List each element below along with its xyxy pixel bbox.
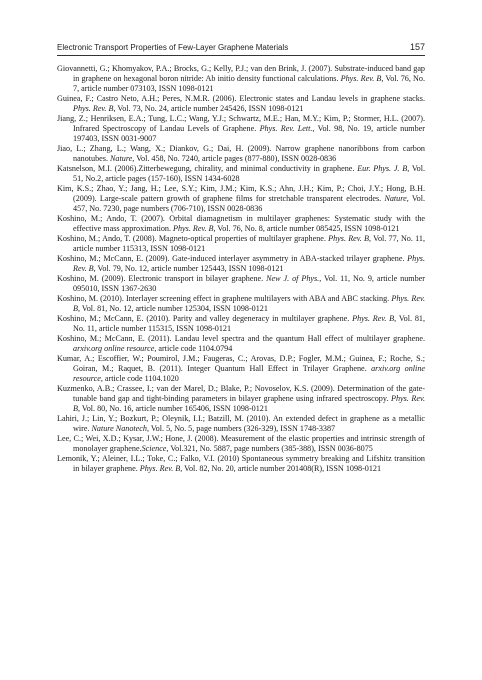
reference-journal: Nature [384, 194, 407, 203]
reference-details: , Vol. 458, No. 7240, article pages (877-880), ISSN 0028-0836 [132, 154, 337, 163]
reference-entry [57, 274, 425, 294]
reference-entry [57, 334, 425, 354]
reference-entry [57, 234, 425, 254]
reference-text: Kim, K.S.; Zhao, Y.; Jang, H.; Lee, S.Y.; Kim, J.M.; Kim, K.S.; Ahn, J.H.; Kim, P.; Choi, J.Y.; Hong, B.H. (2009). Large-scale pattern growth of graphene films for stretchable transparent electrodes. [57, 184, 425, 203]
reference-journal: Phys. Rev. B [73, 254, 425, 273]
reference-details: , Vol. 77, No. 11, article number 115313, ISSN 1098-0121 [73, 234, 425, 253]
reference-text: Guinea, F.; Castro Neto, A.H.; Peres, N.M.R. (2006). Electronic states and Landau levels in graphene stacks. [57, 94, 425, 103]
reference-text: Koshino, M.; McCann, E. (2011). Landau level spectra and the quantum Hall effect of multilayer graphene. [57, 334, 425, 343]
reference-text: Kumar, A.; Escoffier, W.; Poumirol, J.M.; Faugeras, C.; Arovas, D.P.; Fogler, M.M.; Guinea, F.; Roche, S.; Goiran, M.; Raquet, B. (2011). Integer Quantum Hall Effect in Trilayer Graphene. [57, 354, 425, 373]
running-header [57, 42, 425, 56]
reference-journal: Nature [110, 154, 133, 163]
reference-details: , Vol. 80, No. 16, article number 165406, ISSN 1098-0121 [77, 404, 268, 413]
reference-text: Lee, C.; Wei, X.D.; Kysar, J.W.; Hone, J. (2008). Measurement of the elastic properties and intrinsic strength of monolayer graphene. [57, 434, 425, 453]
reference-list [57, 64, 425, 474]
reference-entry [57, 294, 425, 314]
reference-text: Koshino, M.; Ando, T. (2008). Magneto-optical properties of multilayer graphene. [57, 234, 329, 243]
reference-entry [57, 254, 425, 274]
reference-journal: Phys. Rev. B [139, 464, 181, 473]
reference-text: Jiao, L.; Zhang, L.; Wang, X.; Diankov, G.; Dai, H. (2009). Narrow graphene nanoribbons from carbon nanotubes. [57, 144, 425, 163]
reference-text: Koshino, M. (2009). Electronic transport in bilayer graphene. [57, 274, 267, 283]
reference-text: Kuzmenko, A.B.; Crassee, I.; van der Marel, D.; Blake, P.; Novoselov, K.S. (2009). Determination of the gate-tunable band gap and tight-binding parameters in bilayer graphene using infrared spectroscopy. [57, 384, 425, 403]
reference-journal: Phys. Rev. B [340, 74, 382, 83]
reference-journal: Phys. Rev. B [73, 394, 425, 413]
reference-details: , Vol. 79, No. 12, article number 125443, ISSN 1098-0121 [93, 264, 284, 273]
reference-entry [57, 384, 425, 414]
reference-details: , Vol. 81, No. 12, article number 125304, ISSN 1098-0121 [77, 304, 268, 313]
reference-text: Katsnelson, M.I. (2006).Zitterbewegung, chirality, and minimal conductivity in graphene. [57, 164, 358, 173]
reference-journal: Phys. Rev. B [328, 234, 370, 243]
reference-entry [57, 214, 425, 234]
reference-entry [57, 164, 425, 184]
reference-entry [57, 354, 425, 384]
reference-journal: Phys. Rev. B [173, 224, 214, 233]
reference-entry [57, 414, 425, 434]
reference-details: , Vol. 76, No. 8, article number 085425, ISSN 1098-0121 [213, 224, 400, 233]
reference-details: , Vol. 76, No. 7, article number 073103, ISSN 1098-0121 [73, 74, 425, 93]
reference-details: , Vol. 82, No. 20, article number 201408(R), ISSN 1098-0121 [180, 464, 382, 473]
reference-entry [57, 114, 425, 144]
reference-journal: Eur. Phys. J. B [357, 164, 408, 173]
reference-details: , Vol. 457, No. 7230, page numbers (706-710), ISSN 0028-0836 [73, 194, 425, 213]
reference-entry [57, 454, 425, 474]
reference-journal: arxiv.org online resource [73, 364, 425, 383]
reference-details: , Vol. 51, No.2, article pages (157-160), ISSN 1434-6028 [73, 164, 425, 183]
reference-journal: Phys. Rev. B [352, 314, 395, 323]
reference-entry [57, 94, 425, 114]
reference-journal: Science [141, 444, 167, 453]
reference-details: , Vol. 81, No. 11, article number 115315, ISSN 1098-0121 [73, 314, 425, 333]
reference-text: Koshino, M.; McCann, E. (2009). Gate-induced interlayer asymmetry in ABA-stacked trilayer graphene. [57, 254, 408, 263]
reference-journal: arxiv.org online resource [73, 344, 155, 353]
reference-entry [57, 144, 425, 164]
reference-journal: Phys. Rev. Lett. [259, 124, 313, 133]
reference-entry [57, 184, 425, 214]
running-title: Electronic Transport Properties of Few-Layer Graphene Materials [57, 43, 289, 52]
reference-entry [57, 434, 425, 454]
reference-details: , Vol. 73, No. 24, article number 245426, ISSN 1098-0121 [113, 104, 304, 113]
reference-details: , Vol. 98, No. 19, article number 197403, ISSN 0031-9007 [73, 124, 425, 143]
reference-entry [57, 64, 425, 94]
reference-journal: Phys. Rev. B [73, 104, 114, 113]
reference-text: Lemonik, Y.; Aleiner, I.L.; Toke, C.; Falko, V.I. (2010) Spontaneous symmetry breaking and Lifshitz transition in bilayer graphene. [57, 454, 425, 473]
reference-details: , Vol. 5, No. 5, page numbers (326-329), ISSN 1748-3387 [146, 424, 336, 433]
reference-details: , Vol. 11, No. 9, article number 095010, ISSN 1367-2630 [73, 274, 425, 293]
reference-details: , Vol.321, No. 5887, page numbers (385-388), ISSN 0036-8075 [166, 444, 373, 453]
reference-details: , article code 1104.0794 [154, 344, 233, 353]
reference-text: Koshino, M.; McCann, E. (2010). Parity and valley degeneracy in multilayer graphene. [57, 314, 353, 323]
reference-text: Giovannetti, G.; Khomyakov, P.A.; Brocks, G.; Kelly, P.J.; van den Brink, J. (2007). Substrate-induced band gap in graphene on hexagonal boron nitride: Ab initio density functional calculations. [57, 64, 425, 83]
page-number: 157 [409, 42, 425, 52]
reference-details: , article code 1104.1020 [100, 374, 179, 383]
reference-entry [57, 314, 425, 334]
reference-text: Koshino, M. (2010). Interlayer screening effect in graphene multilayers with ABA and ABC stacking. [57, 294, 392, 303]
reference-journal: New J. of Phys. [266, 274, 320, 283]
reference-text: Jiang, Z.; Henriksen, E.A.; Tung, L.C.; Wang, Y.J.; Schwartz, M.E.; Han, M.Y.; Kim, P.; Stormer, H.L. (2007). Infrared Spectroscopy of Landau Levels of Graphene. [57, 114, 425, 133]
reference-journal: Nature Nanotech [91, 424, 147, 433]
reference-text: Koshino, M.; Ando, T. (2007). Orbital diamagnetism in multilayer graphenes: Systematic study with the effective mass approximation. [57, 214, 425, 233]
reference-journal: Phys. Rev. B [73, 294, 425, 313]
reference-text: Lahiri, J.; Lin, Y.; Bozkurt, P.; Oleynik, I.I.; Batzill, M. (2010). An extended defect in graphene as a metallic wire. [57, 414, 425, 433]
